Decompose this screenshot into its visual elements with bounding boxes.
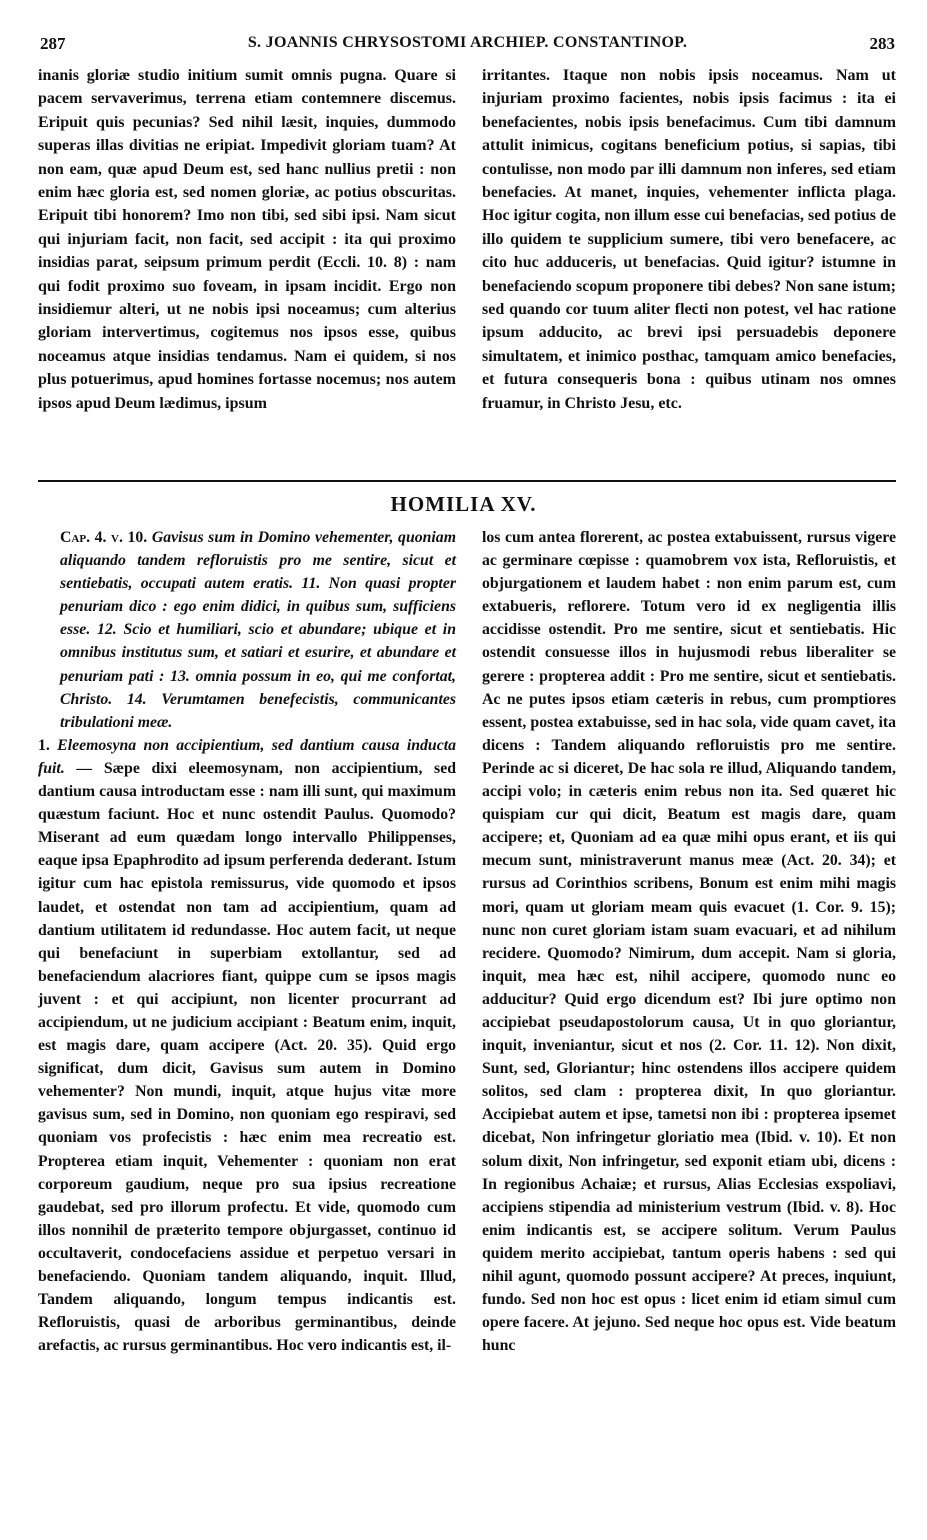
section-divider: [38, 480, 896, 482]
section-paragraph: [38, 734, 456, 1358]
homily-title: HOMILIA XV.: [390, 492, 537, 516]
paragraph: inanis gloriæ studio initium sumit omnis pugna. Quare si pacem servaverimus, terrena etiam contemnere discemus. Eripuit quis pecunias? Sed nihil læsit, inquies, dummodo superas illas divitias ne eripiat. Impedivit gloriam tuam? At non eam, quæ apud Deum est, sed hanc nullius pretii : non enim hæc gloria est, sed nomen gloriæ, ac potius obscuritas. Eripuit tibi honorem? Imo non tibi, sed sibi ipsi. Nam sicut qui injuriam facit, non facit, sed accipit : ita qui proximo insidias parat, seipsum primum perdit (Eccli. 10. 8) : nam qui fodit proximo suo foveam, in ipsam incidit. Ergo non insidiemur alteri, ut ne nobis ipsi noceamus; cum alterius gloriam intervertimus, cogitemus nos ipsos esse, quibus noceamus atque insidias tendamus. Nam ei quidem, si nos plus potuerimus, apud homines fortasse nocemus; nos autem ipsos apud Deum lædimus, ipsum: [38, 67, 456, 412]
chapter-reference: Cap. 4. v. 10.: [60, 529, 148, 546]
verse-text: Gavisus sum in Domino vehementer, quoniam aliquando tandem refloruistis pro me sentire, sicut et sentiebatis, occupati autem eratis. 11. Non quasi propter penuriam dico : ego enim didici, in quibus sum, sufficiens esse. 12. Scio et humiliari, scio et abundare; ubique et in omnibus institutus sum, et satiari et esurire, et abundare et penuriam pati : 13. omnia possum in eo, qui me confortat, Christo. 14. Verumtamen benefecistis, communicantes tribulationi meæ.: [60, 529, 456, 731]
page-number-left: 287: [40, 34, 66, 53]
text-column-bottom-right: [482, 526, 896, 1357]
paragraph: irritantes. Itaque non nobis ipsis noceamus. Nam ut injuriam proximo facientes, nobis ipsis facimus : ita ei benefacientes, nobis ipsis benefacimus. Cum tibi damnum attulit inimicus, cogitans beneficium potius, si sapias, tibi contulisse, non modo par illi damnum non inferes, sed etiam benefacies. At manet, inquies, vehementer inflicta plaga. Hoc igitur cogita, non illum esse cui benefacias, sed potius de illo quidem te supplicium sumere, tibi vero benefacere, ac cito huc adduceris, ut benefacias. Quid igitur? istumne in benefaciendo scopum proponere tibi debes? Non sane istum; sed quando cor tuum aliter flecti non potest, vel hac ratione ipsum adducito, ac brevi ipsi persuadebis deponere simultatem, et inimico posthac, tamquam amico benefacies, et futura consequeris bona : quibus utinam nos omnes fruamur, in Christo Jesu, etc.: [482, 67, 896, 412]
running-title: S. JOANNIS CHRYSOSTOMI ARCHIEP. CONSTANTINOP.: [247, 34, 688, 51]
page-number-right: 283: [869, 34, 895, 53]
section-body: Sæpe dixi eleemosynam, non accipientium, sed dantium causa introductam esse : nam illi sunt, qui maximum quæstum faciunt. Hoc et nunc ostendit Paulus. Quomodo? Miserant ad eum quædam longo intervallo Philippenses, eaque ipsa Epaphrodito ad ipsum perferenda dederant. Istum igitur cum hac epistola remissurus, vide quomodo et ipsos laudet, et ostendat non tam ad accipientium, quam ad dantium utilitatem id redundasse. Hoc autem facit, ut neque qui benefaciunt in superbiam extollantur, sed ad benefaciendum alacriores fiant, quippe cum se ipsos magis juvent : et qui accipiunt, non licenter procurrant ad accipiendum, ut ne judicium accipiant : Beatum enim, inquit, est magis dare, quam accipere (Act. 20. 35). Quid ergo significat, dum dicit, Gavisus sum autem in Domino vehementer? Non mundi, inquit, atque hujus vitæ more gavisus sum, sed in Domino, non quoniam ego respiravi, sed quoniam vos profecistis : hæc enim mea recreatio est. Propterea etiam inquit, Vehementer : quoniam non erat corporeum gaudium, neque pro sua ipsius recreatione gaudebat, sed pro illorum profectu. Et vide, quomodo cum illos nonnihil de præterito tempore objurgasset, continuo id occultaverit, condocefaciens assidue et perpetuo versari in benefaciendo. Quoniam tandem aliquando, inquit. Illud, Tandem aliquando, longum tempus indicantis est. Refloruistis, quasi de arboribus germinantibus, deinde arefactis, ac rursus germinantibus. Hoc vero indicantis est, il-: [38, 759, 456, 1355]
paragraph: los cum antea florerent, ac postea extabuissent, rursus vigere ac germinare cœpisse : quamobrem vox ista, Refloruistis, et objurgationem et laudem habet : non enim parum est, cum extabueris, reflorere. Totum vero id ex negligentia illis accidisse ostendit. Pro me sentire, sicut et sentiebatis. Hic ostendit consuesse illos in hujusmodi rebus liberaliter se gerere : propterea addit : Pro me sentire, sicut et sentiebatis. Ac ne putes ipsos etiam cæteris in rebus, cum promptiores essent, postea extabuisse, sed in hac sola, vide quam cavet, ita dicens : Tandem aliquando refloruistis pro me sentire. Perinde ac si diceret, De hac sola re illud, Aliquando tandem, accipi volo; in cæteris enim rebus non ita. Sed quæret hic quispiam cur qui dicit, Beatum est magis dare, quam accipere; et, Quoniam ad ea quæ mihi opus erant, et iis qui mecum sunt, ministraverunt manus meæ (Act. 20. 34); et rursus ad Corinthios scribens, Bonum est enim mihi magis mori, quam ut gloriam meam quis evacuet (1. Cor. 9. 15); nunc non curet gloriam istam suam evacuari, et ad nihilum recidere. Quomodo? Nimirum, dum accepit. Nam si gloria, inquit, mea hæc est, nihil accipere, quomodo nunc eo adducitur? Quid ergo dicendum est? Ibi jure optimo non accipiebat pseudapostolorum causa, Ut in quo gloriantur, inquit, inveniantur, sicut et nos (2. Cor. 11. 12). Non dixit, Sunt, sed, Gloriantur; hinc ostendens illos accipere quidem solitos, sed clam : propterea dixit, In quo gloriantur. Accipiebat autem et ipse, tametsi non ibi : propterea ipsemet dicebat, Non infringetur gloriatio mea (Ibid. v. 10). Et non solum dixit, Non infringetur, sed exponit etiam ubi, dicens : In regionibus Achaiæ; et rursus, Alias Ecclesias exspoliavi, accipiens stipendia ad ministerium vestrum (Ibid. v. 8). Hoc enim indicantis est, se accipere solitum. Verum Paulus quidem merito accipiebat, tantum operis habens : sed qui nihil agunt, quomodo possunt accipere? At preces, inquiunt, fundo. Sed non hoc est opus : licet enim id etiam simul cum opere facere. At jejuno. Sed neque hoc opus est. Vide beatum hunc: [482, 529, 896, 1355]
scripture-verse: [38, 526, 456, 734]
text-column-bottom-left: [38, 526, 456, 1357]
page-header: [40, 34, 895, 58]
section-title: Eleemosyna non accipientium, sed dantium causa inducta fuit. —: [38, 736, 456, 777]
text-column-top-left: [38, 64, 456, 415]
text-column-top-right: [482, 64, 896, 415]
section-number: 1.: [38, 736, 50, 754]
